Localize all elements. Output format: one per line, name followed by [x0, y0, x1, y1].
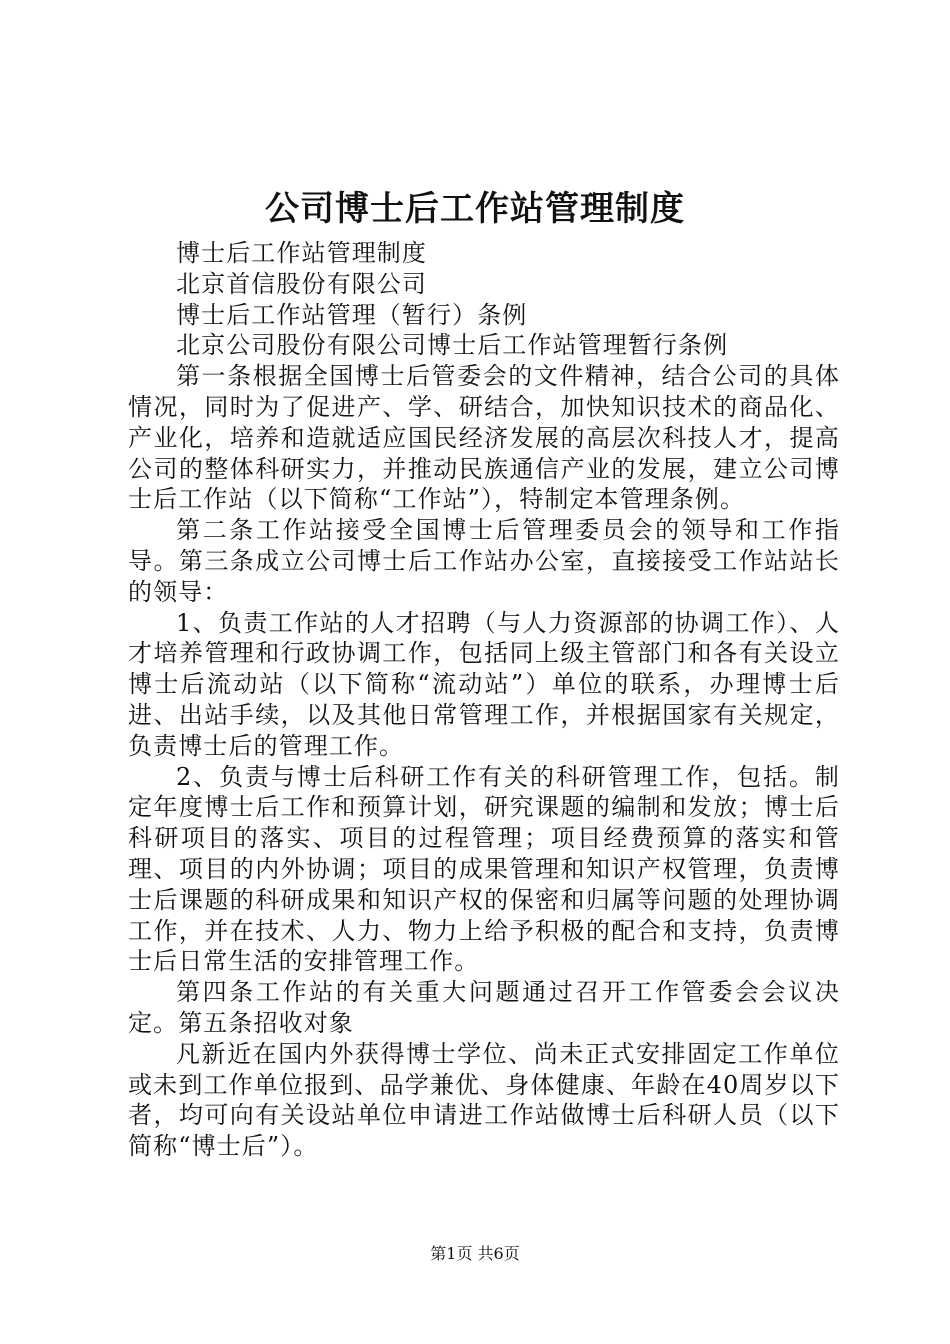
page-number: 第1页 共6页: [430, 1244, 520, 1263]
paragraph-article-1: 第一条根据全国博士后管委会的文件精神，结合公司的具体情况，同时为了促进产、学、研结合，加快知识技术的商品化、产业化，培养和造就适应国民经济发展的高层次科技人才，提高公司的整体科研实力，并推动民族通信产业的发展，建立公司博士后工作站（以下简称“工作站”），特制定本管理条例。: [128, 362, 840, 514]
paragraph-heading-3: 北京公司股份有限公司博士后工作站管理暂行条例: [176, 331, 729, 360]
paragraph-article-4-5: 第四条工作站的有关重大问题通过召开工作管委会会议决定。第五条招收对象: [128, 978, 840, 1037]
paragraph-company: 北京首信股份有限公司: [176, 269, 427, 298]
paragraph-item-2: 2、负责与博士后科研工作有关的科研管理工作，包括。制定年度博士后工作和预算计划，研究课题的编制和发放；博士后科研项目的落实、项目的过程管理；项目经费预算的落实和管理、项目的内外协调；项目的成果管理和知识产权管理，负责博士后课题的科研成果和知识产权的保密和归属等问题的处理协调工作，并在技术、人力、物力上给予积极的配合和支持，负责博士后日常生活的安排管理工作。: [128, 762, 840, 976]
paragraph-item-1: 1、负责工作站的人才招聘（与人力资源部的协调工作）、人才培养管理和行政协调工作，包括同上级主管部门和各有关设立博士后流动站（以下简称“流动站”）单位的联系，办理博士后进、出站手续，以及其他日常管理工作，并根据国家有关规定，负责博士后的管理工作。: [128, 608, 840, 760]
document-title: 公司博士后工作站管理制度: [265, 189, 685, 229]
paragraph-heading-1: 博士后工作站管理制度: [176, 239, 427, 267]
paragraph-recruitment: 凡新近在国内外获得博士学位、尚未正式安排固定工作单位或未到工作单位报到、品学兼优、身体健康、年龄在40周岁以下者，均可向有关设站单位申请进工作站做博士后科研人员（以下简称“博士后”）。: [128, 1039, 840, 1161]
paragraph-heading-2: 博士后工作站管理（暂行）条例: [176, 300, 528, 329]
document-body: [128, 238, 840, 1162]
paragraph-article-2-3: 第二条工作站接受全国博士后管理委员会的领导和工作指导。第三条成立公司博士后工作站办公室，直接接受工作站站长的领导：: [128, 516, 840, 606]
